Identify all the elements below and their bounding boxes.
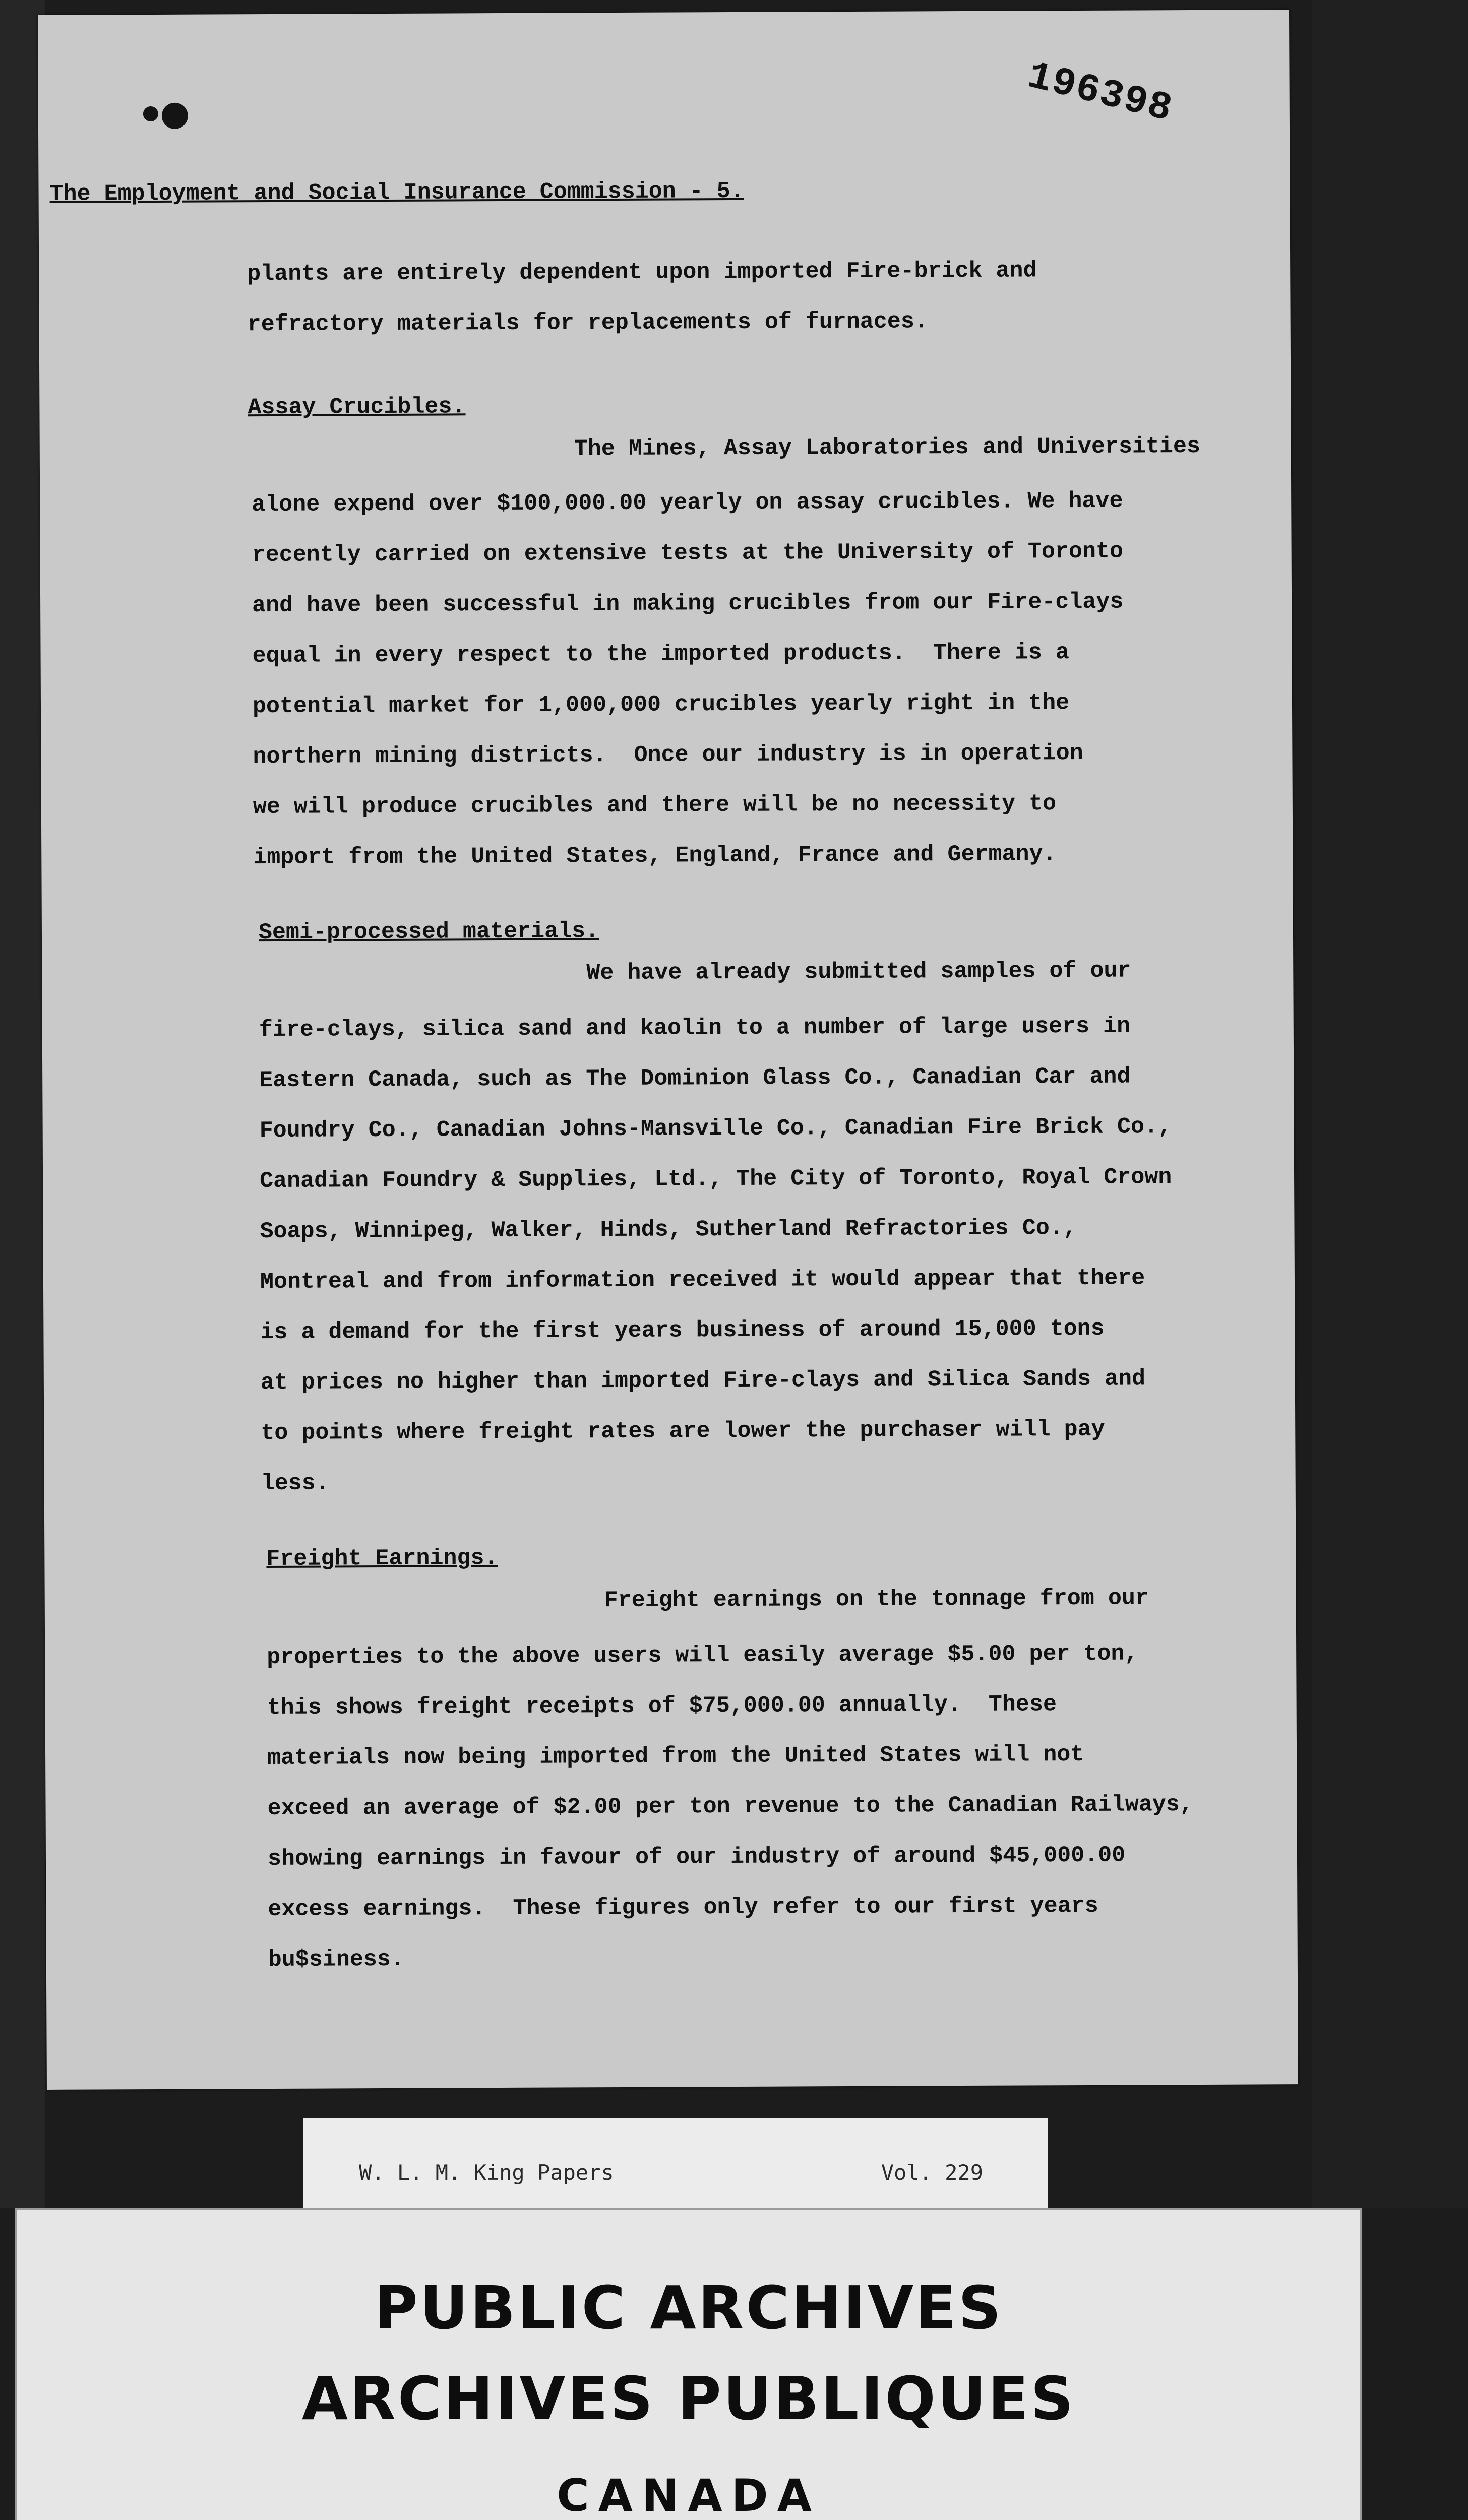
text-line: at prices no higher than imported Fire-clays and Silica Sands and bbox=[260, 1366, 1146, 1396]
text-line: excess earnings. These figures only refer to our first years bbox=[268, 1893, 1098, 1923]
text-line: Eastern Canada, such as The Dominion Glass Co., Canadian Car and bbox=[259, 1063, 1131, 1094]
text-line: recently carried on extensive tests at the University of Toronto bbox=[252, 538, 1124, 569]
section-heading-freight-earnings: Freight Earnings. bbox=[266, 1545, 498, 1572]
text-line: The Mines, Assay Laboratories and Universities bbox=[574, 433, 1201, 462]
text-line: Montreal and from information received it would appear that there bbox=[260, 1265, 1145, 1295]
text-line: plants are entirely dependent upon imported Fire-brick and bbox=[247, 258, 1037, 287]
text-line: northern mining districts. Once our industry is in operation bbox=[253, 740, 1083, 770]
text-line: Foundry Co., Canadian Johns-Mansville Co., Canadian Fire Brick Co., bbox=[259, 1114, 1172, 1144]
punch-hole bbox=[143, 106, 158, 121]
text-line: equal in every respect to the imported products. There is a bbox=[252, 640, 1069, 669]
section-heading-assay-crucibles: Assay Crucibles. bbox=[248, 394, 466, 421]
collection-label bbox=[303, 2118, 1048, 2208]
text-line: exceed an average of $2.00 per ton revenue to the Canadian Railways, bbox=[267, 1792, 1193, 1822]
text-line: we will produce crucibles and there will be no necessity to bbox=[253, 791, 1057, 821]
text-line: bu$siness. bbox=[268, 1946, 404, 1973]
text-line: We have already submitted samples of our bbox=[586, 958, 1131, 986]
scan-background-right bbox=[1312, 0, 1468, 2208]
text-line: showing earnings in favour of our industry of around $45,000.00 bbox=[267, 1842, 1126, 1872]
typed-page bbox=[38, 10, 1298, 2090]
text-line: Soaps, Winnipeg, Walker, Hinds, Sutherland Refractories Co., bbox=[260, 1215, 1077, 1245]
archive-card bbox=[15, 2208, 1362, 2520]
text-line: refractory materials for replacements of furnaces. bbox=[247, 308, 929, 338]
collection-name: W. L. M. King Papers bbox=[359, 2160, 614, 2185]
text-line: import from the United States, England, France and Germany. bbox=[253, 841, 1057, 871]
text-line: to points where freight rates are lower the purchaser will pay bbox=[261, 1416, 1105, 1446]
archive-title-fr: ARCHIVES PUBLIQUES bbox=[301, 2364, 1076, 2433]
text-line: is a demand for the first years business of around 15,000 tons bbox=[260, 1315, 1105, 1346]
text-line: potential market for 1,000,000 crucibles yearly right in the bbox=[252, 690, 1070, 720]
archive-title-en: PUBLIC ARCHIVES bbox=[374, 2273, 1003, 2343]
text-line: Freight earnings on the tonnage from our bbox=[604, 1585, 1149, 1614]
document-header: The Employment and Social Insurance Commission - 5. bbox=[49, 178, 744, 207]
text-line: less. bbox=[261, 1470, 329, 1497]
text-line: properties to the above users will easily average $5.00 per ton, bbox=[267, 1641, 1138, 1671]
section-heading-semi-processed: Semi-processed materials. bbox=[258, 918, 599, 946]
text-line: materials now being imported from the United States will not bbox=[267, 1741, 1084, 1772]
volume-number: Vol. 229 bbox=[881, 2160, 983, 2185]
text-line: alone expend over $100,000.00 yearly on assay crucibles. We have bbox=[252, 488, 1123, 518]
text-line: fire-clays, silica sand and kaolin to a number of large users in bbox=[259, 1013, 1131, 1043]
scan-background-left bbox=[0, 0, 45, 2208]
archive-country: CANADA bbox=[557, 2470, 821, 2520]
punch-hole bbox=[162, 103, 188, 129]
text-line: and have been successful in making crucibles from our Fire-clays bbox=[252, 589, 1124, 619]
text-line: this shows freight receipts of $75,000.00 annually. These bbox=[267, 1691, 1057, 1721]
text-line: Canadian Foundry & Supplies, Ltd., The City of Toronto, Royal Crown bbox=[259, 1164, 1172, 1194]
stamped-page-number: 196398 bbox=[1023, 54, 1177, 133]
